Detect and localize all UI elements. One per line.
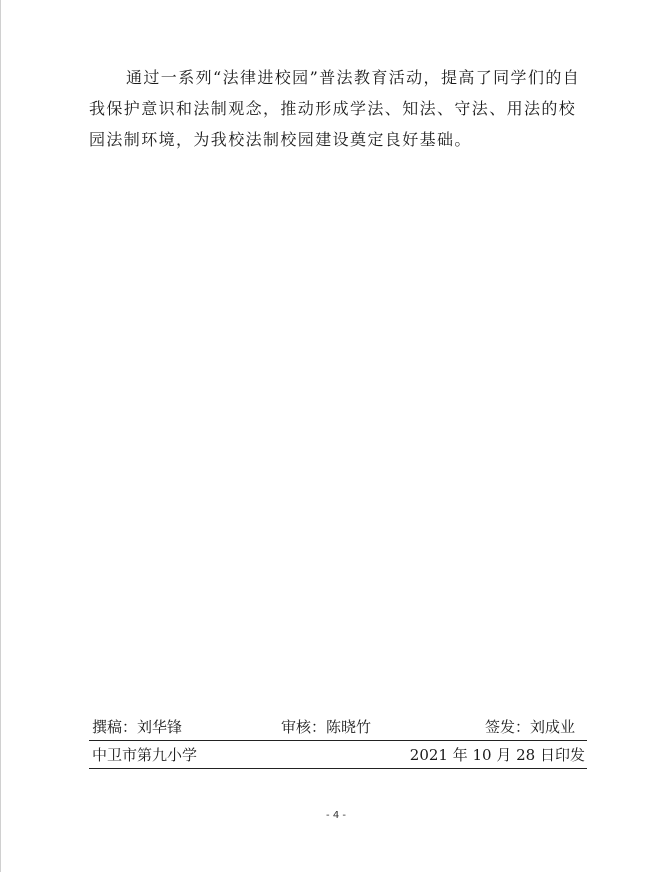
issuing-organization: 中卫市第九小学 — [92, 746, 198, 764]
footer-divider — [89, 768, 587, 769]
body-text — [89, 62, 585, 155]
approver-signature: 签发：刘成业 — [484, 718, 575, 736]
reviewer-signature: 审核：陈晓竹 — [281, 718, 372, 736]
signature-row — [89, 716, 587, 738]
footer-row — [89, 744, 587, 766]
signature-divider — [89, 740, 587, 741]
body-paragraph: 通过一系列“法律进校园”普法教育活动，提高了同学们的自我保护意识和法制观念，推动形成学法、知法、守法、用法的校园法制环境，为我校法制校园建设奠定良好基础。 — [89, 68, 581, 149]
writer-signature: 撰稿：刘华锋 — [92, 718, 183, 736]
page-number: - 4 - — [326, 810, 346, 821]
issue-date: 2021 年 10 月 28 日印发 — [409, 746, 585, 764]
